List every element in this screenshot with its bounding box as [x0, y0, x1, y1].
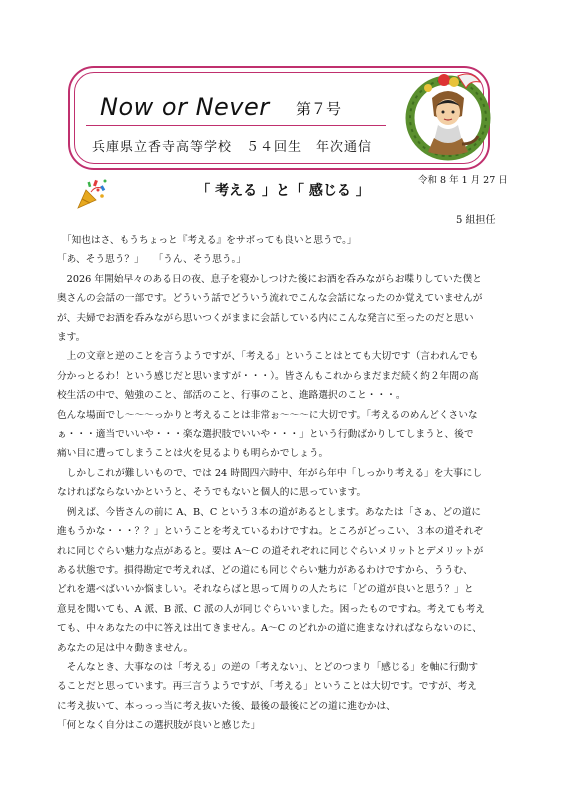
article-heading: 「 考える 」と「 感じる 」: [196, 183, 370, 199]
body-line: 進もうかな・・・？？」ということを考えているわけですね。ところがどっこい、３本の道それぞ: [57, 526, 484, 538]
body-line: 「知也はさ、もうちょっと『考える』をサボっても良いと思うで。」: [57, 235, 357, 246]
body-line: 奥さんの会話の一部です。どういう話でどういう流れでこんな会話になったのか覚えていませんが: [57, 293, 483, 305]
body-line: 分かっとるわ！という感じだと思いますが・・・）。皆さんもこれからまだまだ続く約２年間の高: [57, 370, 479, 382]
body-line: 2026 年開始早々のある日の夜、息子を寝かしつけた後にお酒を呑みながらお喋りしていた僕と: [57, 273, 482, 285]
body-line: しかしこれが難しいもので、では 24 時間四六時中、年がら年中「しっかり考える」を大事にし: [57, 467, 483, 479]
body-line: どれを選べばいいか悩ましい。それならばと思って周りの人たちに「どの道が良いと思う？」と: [57, 584, 474, 596]
body-line: ることだと思っています。再三言うようですが、「考える」ということは大切です。ですが、考え: [57, 681, 477, 693]
body-line: 痛い目に遭ってしまうことは火を見るよりも明らかでしょう。: [57, 448, 329, 460]
body-line: 色んな場面でし～～～っかりと考えることは非常ぉ～～～に大切です。「考えるのめんどくさいな: [57, 409, 478, 421]
body-line: なければならないかというと、そうでもないと個人的に思っています。: [57, 487, 367, 499]
body-line: ある状態です。損得勘定で考えれば、どの道にも同じぐらい魅力があるわけですから、ううむ、: [57, 564, 473, 576]
body-line: に考え抜いて、本っっっ当に考え抜いた後、最後の最後にどの道に進むかは、: [57, 700, 396, 712]
body-line: 意見を聞いても、A 派、B 派、C 派の人が同じぐらいいました。困ったものですね。考えても考え: [57, 603, 485, 615]
body-line: ます。: [57, 332, 86, 344]
body-line: れに同じぐらい魅力な点があると。要は A～C の道それぞれに同じぐらいメリットとデメリットが: [57, 545, 484, 557]
body-line: ぁ・・・適当でいいや・・・楽な選択肢でいいや・・・」という行動ばかりしてしまうと、後で: [57, 429, 474, 441]
body-line: そんなとき、大事なのは「考える」の逆の「考えない」、とどのつまり「感じる」を軸に行動す: [57, 661, 479, 673]
issue-number: 第７号: [296, 100, 342, 118]
body-line: 例えば、今皆さんの前に A、B、C という３本の道があるとします。あなたは「さぁ、どの道に: [57, 506, 482, 518]
article-author: 5 組担任: [456, 215, 496, 226]
article-body: [57, 231, 512, 736]
body-line: 上の文章と逆のことを言うようですが、「考える」ということはとても大切です（言われんでも: [57, 351, 479, 363]
body-line: 校生活の中で、勉強のこと、部活のこと、行事のこと、進路選択のこと・・・。: [57, 390, 406, 402]
newsletter-title: Now or Never: [100, 93, 270, 121]
title-underline: [86, 125, 386, 126]
body-line: あなたの足は中々動きません。: [57, 642, 194, 654]
body-line: 「何となく自分はこの選択肢が良いと感じた」: [57, 720, 261, 732]
body-line: ても、中々あなたの中に答えは出てきません。A～C のどれかの道に進まなければならないのに、: [57, 623, 482, 635]
issue-date: 令和 8 年 1 月 27 日: [418, 175, 508, 186]
body-line: 「あ、そう思う？」 「うん、そう思う。」: [57, 254, 247, 266]
school-line: 兵庫県立香寺高等学校 ５４回生 年次通信: [92, 140, 373, 155]
body-line: が、夫婦でお酒を呑みながら思いつくがままに会話している内にこんな発言に至ったのだと思い: [57, 312, 474, 324]
horse-mascot-illustration: [398, 68, 498, 168]
